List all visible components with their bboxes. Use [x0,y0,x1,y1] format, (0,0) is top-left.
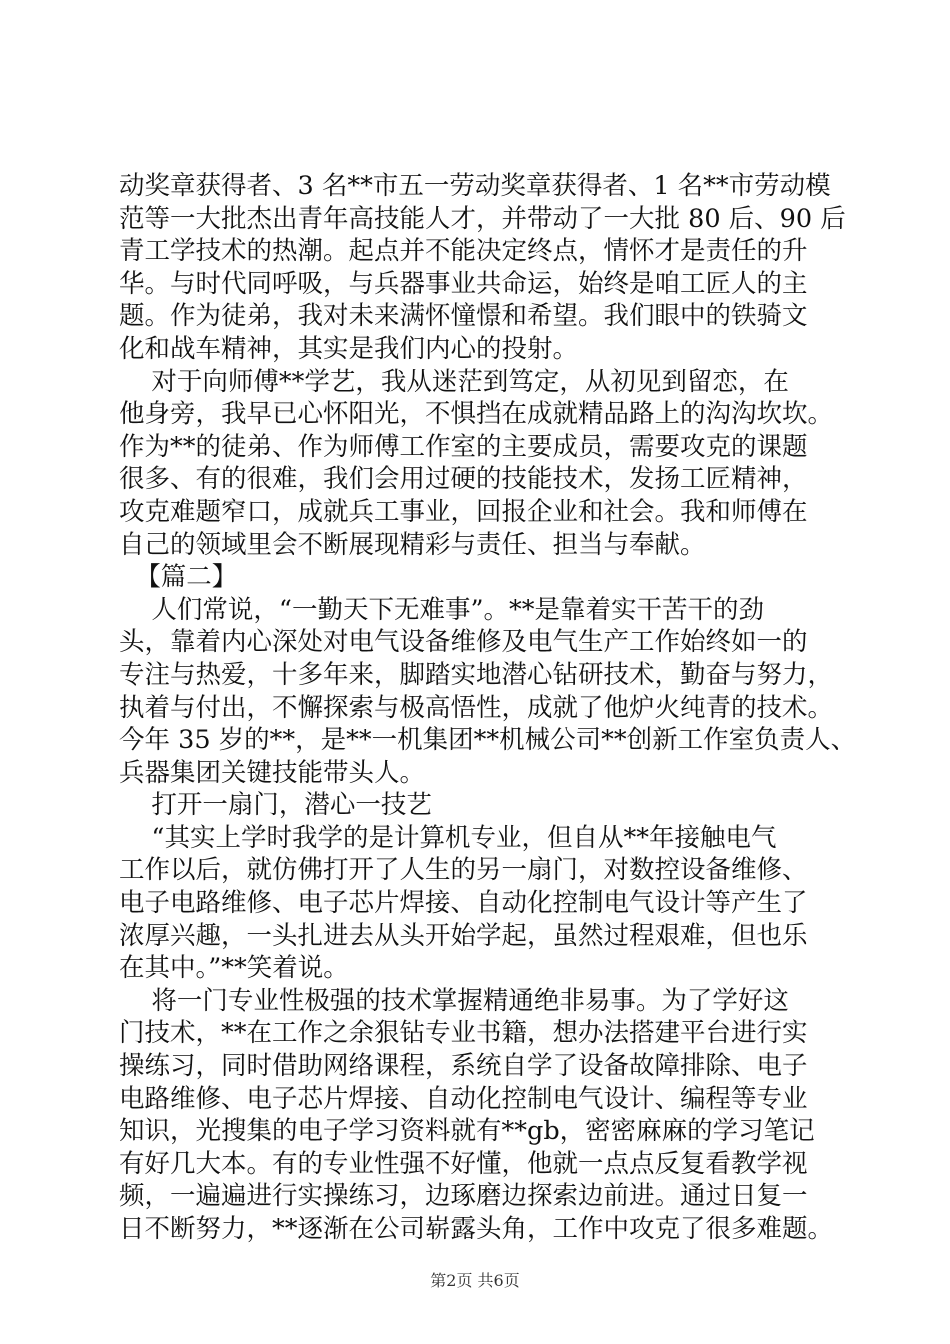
text-line: 兵器集团关键技能带头人。 [119,757,426,788]
text-line: 将一门专业性极强的技术掌握精通绝非易事。为了学好这 [119,985,789,1016]
text-line: 人们常说，“一勤天下无难事”。**是靠着实干苦干的劲 [119,594,764,625]
text-line: 头，靠着内心深处对电气设备维修及电气生产工作始终如一的 [119,627,808,658]
page-footer: 第2页 共6页 [430,1271,520,1290]
text-line: 执着与付出，不懈探索与极高悟性，成就了他炉火纯青的技术。 [119,692,834,723]
text-line: 在其中。”**笑着说。 [119,953,349,984]
text-line: 范等一大批杰出青年高技能人才，并带动了一大批 80 后、90 后 [119,203,846,234]
text-line: 知识，光搜集的电子学习资料就有**gb，密密麻麻的学习笔记 [119,1116,815,1147]
text-line: 他身旁，我早已心怀阳光，不惧挡在成就精品路上的沟沟坎坎。 [119,399,834,430]
text-line: 化和战车精神，其实是我们内心的投射。 [119,333,579,364]
text-line: 有好几大本。有的专业性强不好懂，他就一点点反复看教学视 [119,1148,808,1179]
text-line: 操练习，同时借助网络课程，系统自学了设备故障排除、电子 [119,1051,808,1082]
text-line: 青工学技术的热潮。起点并不能决定终点，情怀才是责任的升 [119,236,808,267]
text-line: “其实上学时我学的是计算机专业，但自从**年接触电气 [119,822,777,853]
text-line: 对于向师傅**学艺，我从迷茫到笃定，从初见到留恋，在 [119,366,789,397]
text-line: 作为**的徒弟、作为师傅工作室的主要成员，需要攻克的课题 [119,431,808,462]
text-line: 频，一遍遍进行实操练习，边琢磨边探索边前进。通过日复一 [119,1181,808,1212]
text-line: 日不断努力，**逐渐在公司崭露头角，工作中攻克了很多难题。 [119,1214,834,1244]
text-line: 专注与热爱，十多年来，脚踏实地潜心钻研技术，勤奋与努力， [119,659,834,690]
text-line: 动奖章获得者、3 名**市五一劳动奖章获得者、1 名**市劳动模 [119,171,831,201]
text-line: 今年 35 岁的**，是**一机集团**机械公司**创新工作室负责人、 [119,725,857,756]
text-line: 电子电路维修、电子芯片焊接、自动化控制电气设计等产生了 [119,888,808,919]
text-line: 工作以后，就仿佛打开了人生的另一扇门，对数控设备维修、 [119,855,808,886]
body-text [119,170,857,1246]
text-line: 打开一扇门，潜心一技艺 [119,790,432,821]
text-line: 华。与时代同呼吸，与兵器事业共命运，始终是咱工匠人的主 [119,268,808,299]
text-line: 很多、有的很难，我们会用过硬的技能技术，发扬工匠精神， [119,464,808,495]
text-line: 浓厚兴趣，一头扎进去从头开始学起，虽然过程艰难，但也乐 [119,920,808,951]
text-line: 【篇二】 [119,562,238,593]
text-line: 攻克难题窄口，成就兵工事业，回报企业和社会。我和师傅在 [119,496,808,527]
text-line: 电路维修、电子芯片焊接、自动化控制电气设计、编程等专业 [119,1083,808,1114]
text-line: 门技术，**在工作之余狠钻专业书籍，想办法搭建平台进行实 [119,1018,808,1049]
text-line: 题。作为徒弟，我对未来满怀憧憬和希望。我们眼中的铁骑文 [119,301,808,332]
text-line: 自己的领域里会不断展现精彩与责任、担当与奉献。 [119,529,706,560]
